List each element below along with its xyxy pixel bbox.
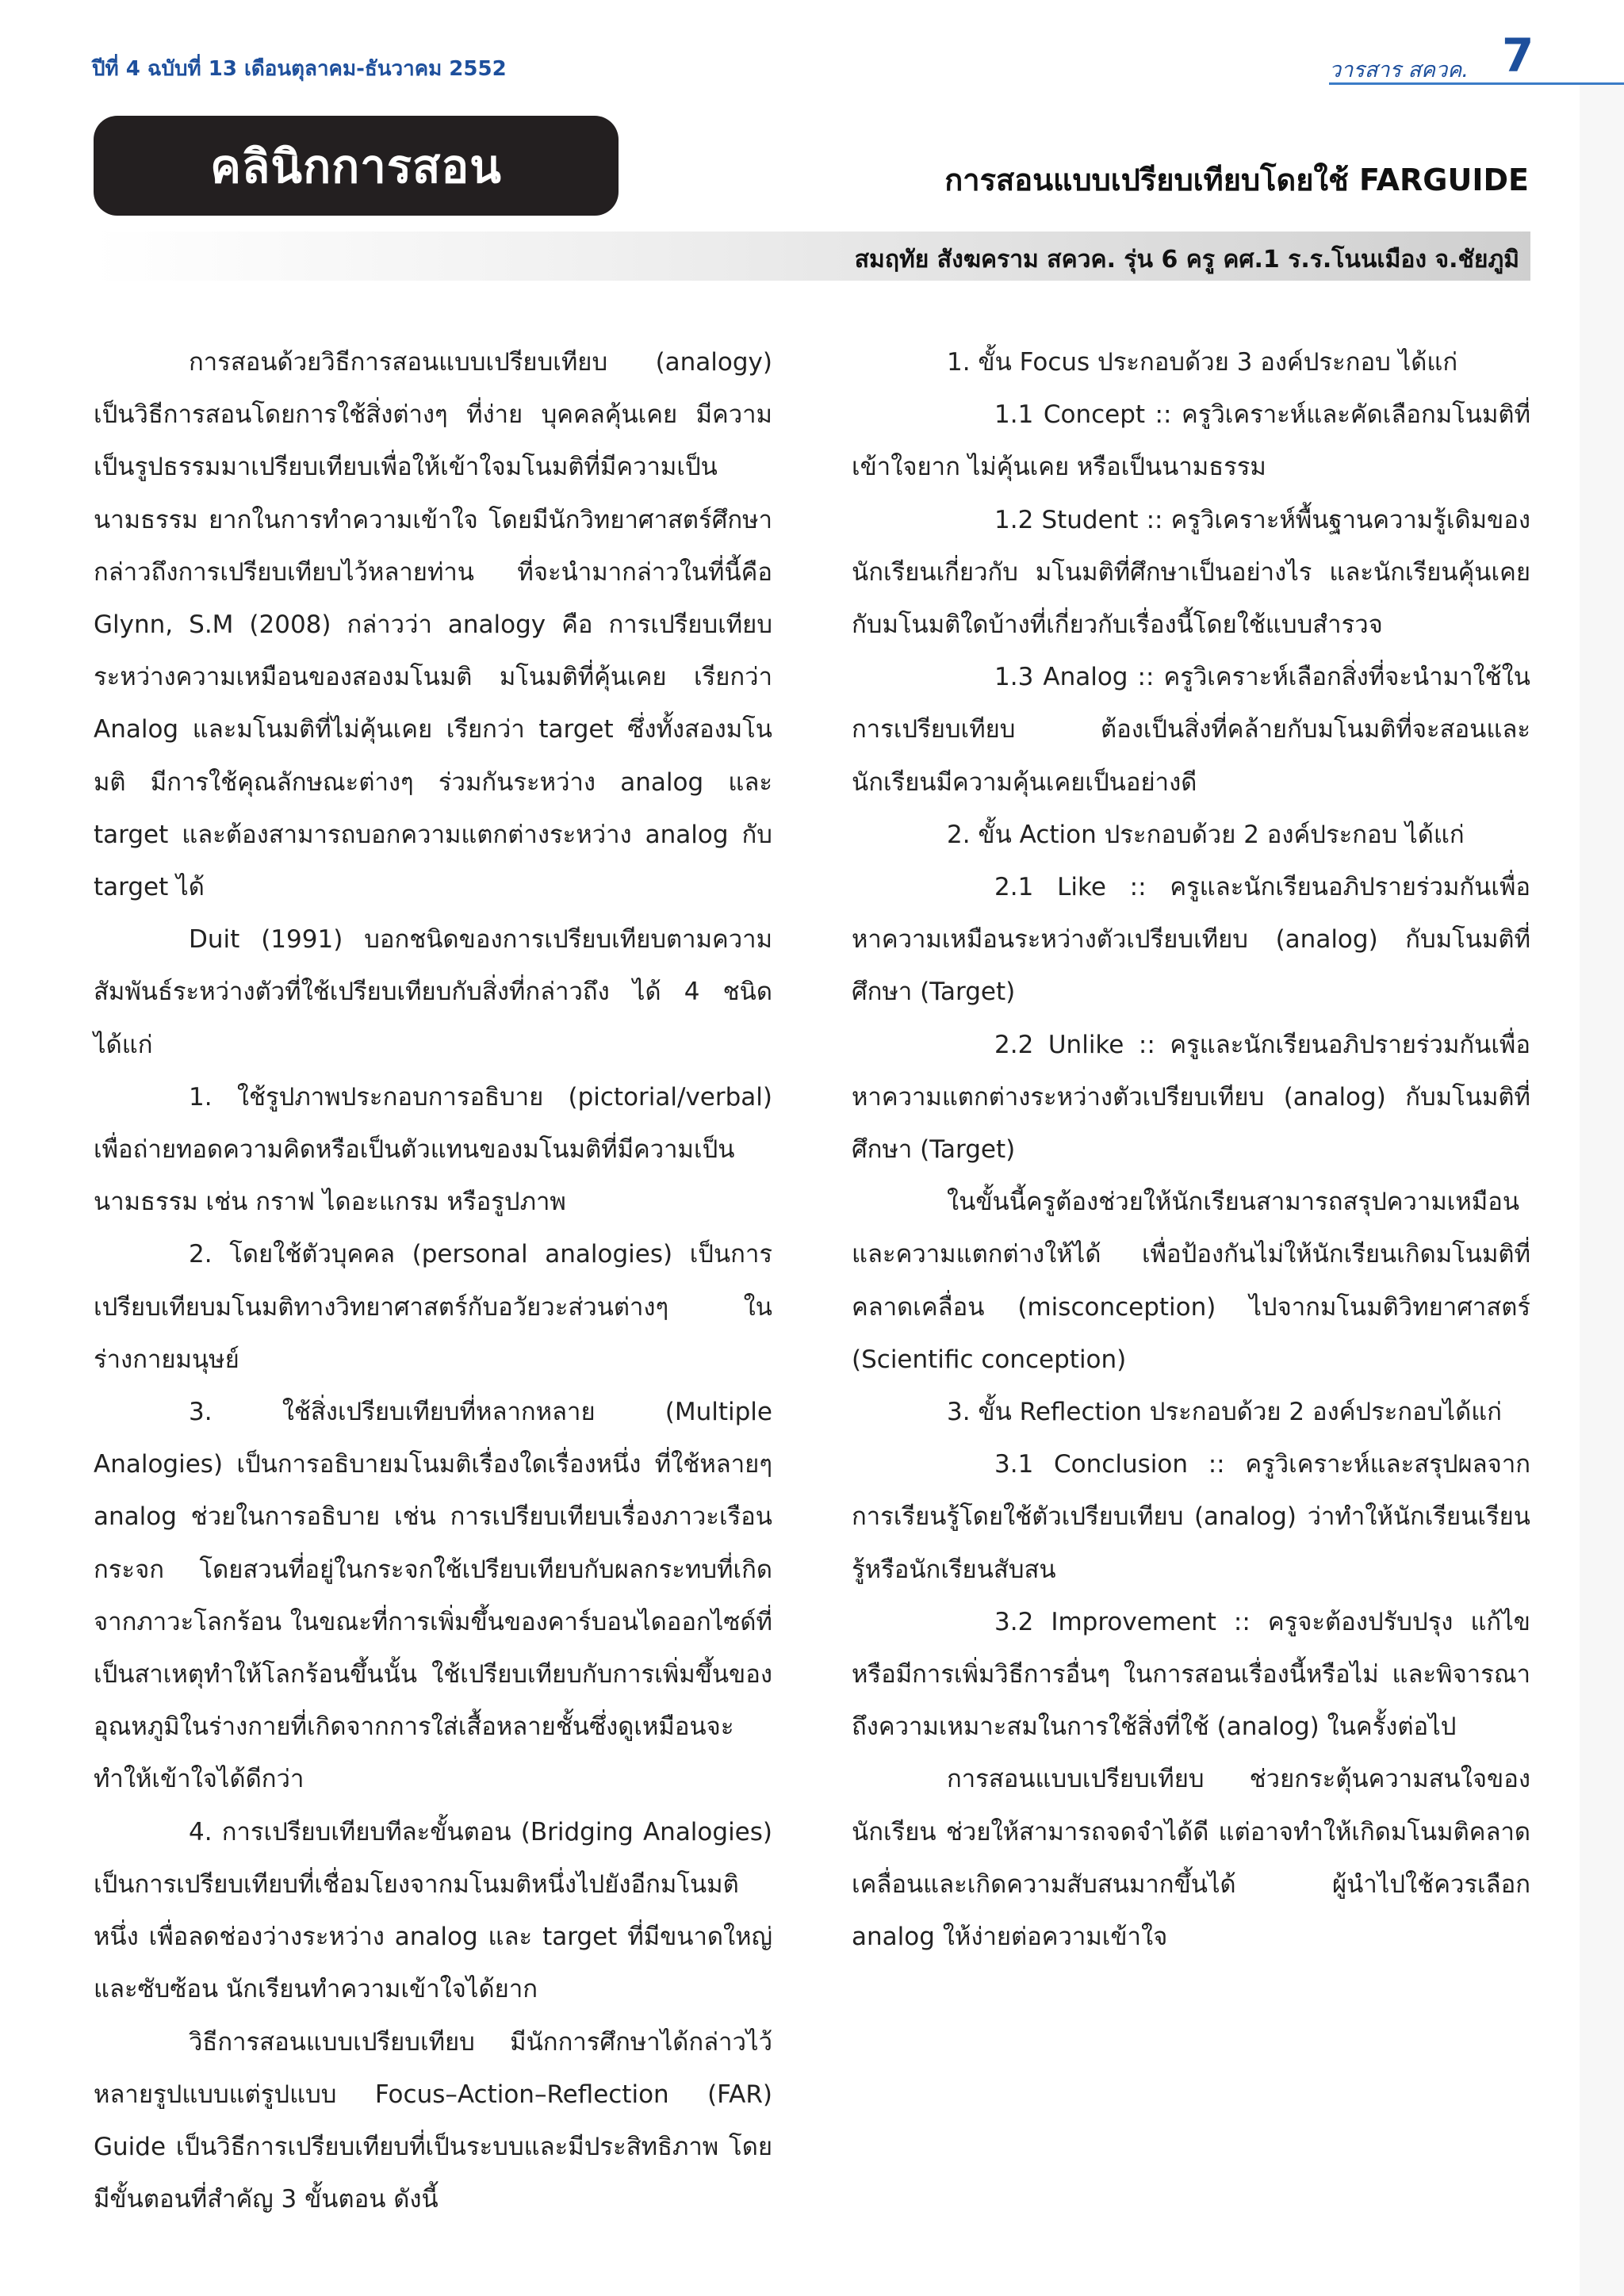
list-item: 2. โดยใช้ตัวบุคคล (personal analogies) เป็นการเปรียบเทียบมโนมติทางวิทยาศาสตร์กับอวัยวะส่วนต่างๆ ในร่างกายมนุษย์ xyxy=(94,1240,772,1374)
article-title: การสอนแบบเปรียบเทียบโดยใช้ FARGUIDE xyxy=(944,163,1529,197)
sub-step: 1.2 Student :: ครูวิเคราะห์พื้นฐานความรู้เดิมของนักเรียนเกี่ยวกับ มโนมติที่ศึกษาเป็นอย่างไร และนักเรียนคุ้นเคยกับมโนมติใดบ้างที่เกี่ยวกับเรื่องนี้โดยใช้แบบสำรวจ xyxy=(852,505,1530,640)
sub-step: 1.1 Concept :: ครูวิเคราะห์และคัดเลือกมโนมติที่เข้าใจยาก ไม่คุ้นเคย หรือเป็นนามธรรม xyxy=(852,400,1530,482)
author-bar xyxy=(94,232,1530,281)
step-heading: 3. ขั้น Reflection ประกอบด้วย 2 องค์ประกอบได้แก่ xyxy=(947,1398,1502,1427)
journal-name: วารสาร สควค. xyxy=(1329,58,1469,82)
paragraph: ในขั้นนี้ครูต้องช่วยให้นักเรียนสามารถสรุปความเหมือนและความแตกต่างให้ได้ เพื่อป้องกันไม่ให้นักเรียนเกิดมโนมติที่คลาดเคลื่อน (misconception) ไปจากมโนมติวิทยาศาสตร์ (Scientific conception) xyxy=(852,1188,1530,1374)
sub-step: 3.1 Conclusion :: ครูวิเคราะห์และสรุปผลจากการเรียนรู้โดยใช้ตัวเปรียบเทียบ (analog) ว่าทำให้นักเรียนเรียนรู้หรือนักเรียนสับสน xyxy=(852,1450,1530,1584)
sub-step: 2.2 Unlike :: ครูและนักเรียนอภิปรายร่วมกันเพื่อหาความแตกต่างระหว่างตัวเปรียบเทียบ (analog) กับมโนมติที่ศึกษา (Target) xyxy=(852,1030,1530,1165)
page-number: 7 xyxy=(1502,29,1534,82)
page-edge-shade xyxy=(1580,82,1624,2296)
step-heading: 1. ขั้น Focus ประกอบด้วย 3 องค์ประกอบ ได้แก่ xyxy=(947,348,1458,377)
list-item: 3. ใช้สิ่งเปรียบเทียบที่หลากหลาย (Multiple Analogies) เป็นการอธิบายมโนมติเรื่องใดเรื่องหนึ่ง ที่ใช้หลายๆ analog ช่วยในการอธิบาย เช่น การเปรียบเทียบเรื่องภาวะเรือนกระจก โดยสวนที่อยู่ในกระจกใช้เปรียบเทียบกับผลกระทบที่เกิดจากภาวะโลกร้อน ในขณะที่การเพิ่มขึ้นของคาร์บอนไดออกไซด์ที่เป็นสาเหตุทำให้โลกร้อนขึ้นนั้น ใช้เปรียบเทียบกับการเพิ่มขึ้นของอุณหภูมิในร่างกายที่เกิดจากการใส่เสื้อหลายชั้นซึ่งดูเหมือนจะทำให้เข้าใจได้ดีกว่า xyxy=(94,1398,772,1794)
header-rule xyxy=(1329,82,1624,85)
list-item: 4. การเปรียบเทียบทีละขั้นตอน (Bridging Analogies) เป็นการเปรียบเทียบที่เชื่อมโยงจากมโนมติหนึ่งไปยังอีกมโนมติหนึ่ง เพื่อลดช่องว่างระหว่าง analog และ target ที่มีขนาดใหญ่และซับซ้อน นักเรียนทำความเข้าใจได้ยาก xyxy=(94,1817,772,2004)
paragraph: การสอนแบบเปรียบเทียบ ช่วยกระตุ้นความสนใจของนักเรียน ช่วยให้สามารถจดจำได้ดี แต่อาจทำให้เกิดมโนมติคลาดเคลื่อนและเกิดความสับสนมากขึ้นได้ ผู้นำไปใช้ควรเลือก analog ให้ง่ายต่อความเข้าใจ xyxy=(852,1765,1530,1952)
list-item: 1. ใช้รูปภาพประกอบการอธิบาย (pictorial/verbal) เพื่อถ่ายทอดความคิดหรือเป็นตัวแทนของมโนมติที่มีความเป็นนามธรรม เช่น กราฟ ไดอะแกรม หรือรูปภาพ xyxy=(94,1082,772,1217)
step-heading: 2. ขั้น Action ประกอบด้วย 2 องค์ประกอบ ได้แก่ xyxy=(947,820,1465,849)
author-byline: สมฤทัย สังฆคราม สควค. รุ่น 6 ครู คศ.1 ร.ร.โนนเมือง จ.ชัยภูมิ xyxy=(854,246,1519,274)
sub-step: 1.3 Analog :: ครูวิเคราะห์เลือกสิ่งที่จะนำมาใช้ในการเปรียบเทียบ ต้องเป็นสิ่งที่คล้ายกับมโนมติที่จะสอนและนักเรียนมีความคุ้นเคยเป็นอย่างดี xyxy=(852,663,1530,797)
sub-step: 3.2 Improvement :: ครูจะต้องปรับปรุง แก้ไขหรือมีการเพิ่มวิธีการอื่นๆ ในการสอนเรื่องนี้หรือไม่ และพิจารณาถึงความเหมาะสมในการใช้สิ่งที่ใช้ (analog) ในครั้งต่อไป xyxy=(852,1607,1530,1742)
paragraph: การสอนด้วยวิธีการสอนแบบเปรียบเทียบ (analogy) เป็นวิธีการสอนโดยการใช้สิ่งต่างๆ ที่ง่าย บุคคลคุ้นเคย มีความเป็นรูปธรรมมาเปรียบเทียบเพื่อให้เข้าใจมโนมติที่มีความเป็นนามธรรม ยากในการทำความเข้าใจ โดยมีนักวิทยาศาสตร์ศึกษา กล่าวถึงการเปรียบเทียบไว้หลายท่าน ที่จะนำมากล่าวในที่นี้คือ Glynn, S.M (2008) กล่าวว่า analogy คือ การเปรียบเทียบระหว่างความเหมือนของสองมโนมติ มโนมติที่คุ้นเคย เรียกว่า Analog และมโนมติที่ไม่คุ้นเคย เรียกว่า target ซึ่งทั้งสองมโนมติ มีการใช้คุณลักษณะต่างๆ ร่วมกันระหว่าง analog และ target และต้องสามารถบอกความแตกต่างระหว่าง analog กับ target ได้ xyxy=(94,348,772,902)
left-column xyxy=(94,336,772,2225)
section-tab xyxy=(94,116,619,216)
paragraph: Duit (1991) บอกชนิดของการเปรียบเทียบตามความสัมพันธ์ระหว่างตัวที่ใช้เปรียบเทียบกับสิ่งที่กล่าวถึง ได้ 4 ชนิด ได้แก่ xyxy=(94,925,772,1059)
issue-info: ปีที่ 4 ฉบับที่ 13 เดือนตุลาคม-ธันวาคม 2552 xyxy=(92,57,507,81)
section-label: คลินิกการสอน xyxy=(210,139,502,193)
sub-step: 2.1 Like :: ครูและนักเรียนอภิปรายร่วมกันเพื่อหาความเหมือนระหว่างตัวเปรียบเทียบ (analog) กับมโนมติที่ศึกษา (Target) xyxy=(852,873,1530,1007)
right-column xyxy=(852,336,1530,1963)
paragraph: วิธีการสอนแบบเปรียบเทียบ มีนักการศึกษาได้กล่าวไว้หลายรูปแบบแต่รูปแบบ Focus–Action–Reflection (FAR) Guide เป็นวิธีการเปรียบเทียบที่เป็นระบบและมีประสิทธิภาพ โดยมีขั้นตอนที่สำคัญ 3 ขั้นตอน ดังนี้ xyxy=(94,2027,772,2214)
